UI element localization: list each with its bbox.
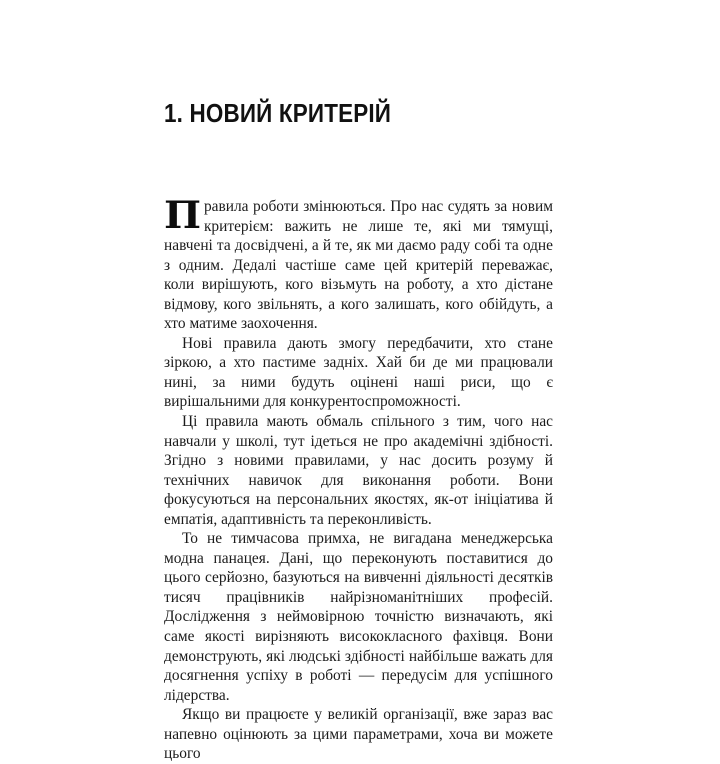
paragraph-2 [164,334,553,412]
body-text-block [164,193,553,764]
page-title: 1. НОВИЙ КРИТЕРІЙ [164,100,392,129]
drop-cap: П [164,193,202,237]
paragraph-1-text: равила роботи змінюються. Про нас судять за новим критерієм: важить не лише те, які ми тямущі, навчені та досвідчені, а й те, як ми даємо раду собі та одне з одним. Дедалі частіше саме цей критерій переважає, коли вирішують, кого візьмуть на роботу, а хто дістане відмову, кого звільнять, а кого залишать, кого обійдуть, а хто матиме заохочення. [164,198,553,333]
paragraph-1 [164,193,553,334]
paragraph-3-text: Ці правила мають обмаль спільного з тим, чого нас навчали у школі, тут ідеться не про академічні здібності. Згідно з новими правилами, у нас досить розуму й технічних навичок для виконання роботи. Вони фокусуються на персональних якостях, як-от ініціатива й емпатія, адаптивність та переконливість. [164,413,553,528]
paragraph-5 [164,705,553,764]
paragraph-5-text: Якщо ви працюєте у великій організації, вже зараз вас напевно оцінюють за цими параметрами, хоча ви можете цього [164,706,553,763]
paragraph-2-text: Нові правила дають змогу передбачити, хто стане зіркою, а хто пастиме задніх. Хай би де ми працювали нині, за ними будуть оцінені наші риси, що є вирішальними для конкурентоспроможності. [164,334,553,411]
paragraph-3 [164,412,553,529]
paragraph-4 [164,529,553,705]
paragraph-4-text: То не тимчасова примха, не вигадана менеджерська модна панацея. Дані, що переконують поставитися до цього серйозно, базуються на вивченні діяльності десятків тисяч працівників найрізноманітніших професій. Дослідження з неймовірною точністю визначають, які саме якості вирізняють висококласного фахівця. Вони демонструють, які людські здібності найбільше важать для досягнення успіху в роботі — передусім для успішного лідерства. [164,530,553,704]
